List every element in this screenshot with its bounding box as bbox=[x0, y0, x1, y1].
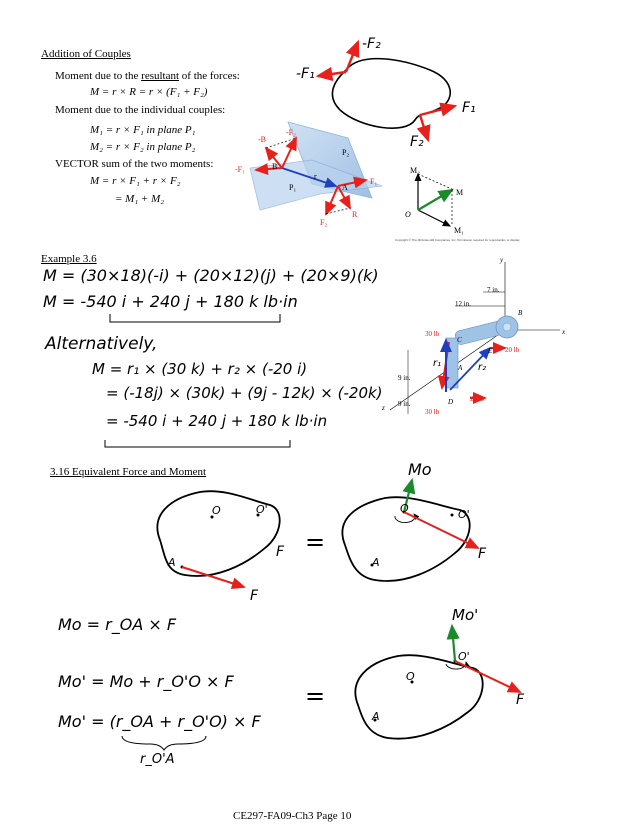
body-bottom-outline bbox=[355, 655, 482, 738]
label-f1: F₁ bbox=[462, 100, 476, 116]
label-oprime-left: O' bbox=[256, 503, 268, 516]
label-neg-f1: -F₁ bbox=[296, 66, 315, 82]
label-axis-x: x bbox=[562, 328, 566, 336]
label-mo: Mo bbox=[408, 460, 432, 479]
handwriting-roa-under: r_O'A bbox=[140, 752, 175, 767]
label-r: r bbox=[314, 172, 317, 181]
label-m2: M₂ bbox=[410, 166, 420, 175]
equation-vector-sum: M = r × F₁ + r × F₂ bbox=[90, 175, 181, 187]
label-a-right: A bbox=[372, 556, 380, 569]
equals-sign-bottom: = bbox=[305, 682, 326, 710]
label-f2-plane: F₂ bbox=[320, 218, 328, 227]
label-r2: r₂ bbox=[478, 362, 487, 373]
label-a-bottom: A bbox=[372, 710, 380, 723]
label-oprime-bottom: O' bbox=[458, 650, 470, 663]
label-9in-lower: 9 in. bbox=[398, 400, 411, 408]
handwriting-m-components: M = (30×18)(-i) + (20×12)(j) + (20×9)(k) bbox=[43, 266, 379, 285]
label-20lb-e: 20 lb bbox=[505, 346, 520, 354]
force-arrow-left bbox=[182, 567, 244, 587]
label-m: M bbox=[456, 188, 464, 197]
label-a-point: A bbox=[458, 364, 463, 372]
label-e-point: E bbox=[488, 347, 493, 355]
handwriting-alternatively: Alternatively, bbox=[45, 334, 158, 354]
label-f-left-bottom: F bbox=[250, 588, 259, 604]
label-o-right: O bbox=[400, 502, 409, 515]
equation-vector-sum-result: = M₁ + M₂ bbox=[115, 193, 165, 205]
handwriting-m-alt-expanded: = (-18j) × (30k) + (9j - 12k) × (-20k) bbox=[106, 384, 383, 402]
label-f1-plane: F₁ bbox=[370, 177, 378, 186]
label-c-point: C bbox=[457, 336, 462, 344]
equation-m2: M₂ = r × F₂ in plane P₂ bbox=[90, 141, 196, 153]
section-title-equivalent-force: 3.16 Equivalent Force and Moment bbox=[50, 466, 207, 478]
label-b-point: B bbox=[518, 309, 523, 317]
handwriting-m-result: M = -540 i + 240 j + 180 k lb·in bbox=[43, 292, 298, 311]
label-p2: P₂ bbox=[342, 148, 350, 157]
label-12in: 12 in. bbox=[455, 300, 471, 308]
handwriting-mo-equation: Mo = r_OA × F bbox=[58, 615, 177, 634]
label-9in-upper: 9 in. bbox=[398, 374, 411, 382]
label-moprime: Mo' bbox=[452, 606, 479, 624]
copyright-notice: Copyright © The McGraw-Hill Companies, Inc. Permission required for reproduction or display. bbox=[395, 238, 521, 242]
label-30lb-bottom: 30 lb bbox=[425, 408, 440, 416]
label-a-left: A bbox=[168, 556, 176, 569]
moment-arrow-moprime bbox=[452, 626, 455, 661]
label-r-cap: R bbox=[352, 210, 358, 219]
example-title: Example 3.6 bbox=[41, 253, 97, 265]
section-title-addition-of-couples: Addition of Couples bbox=[41, 48, 131, 60]
label-20lb-a: 20 lb bbox=[470, 395, 485, 403]
label-axis-z: z bbox=[382, 404, 385, 412]
label-o-bottom: O bbox=[406, 670, 415, 683]
label-a: A bbox=[342, 183, 348, 192]
label-7in: 7 in. bbox=[487, 286, 500, 294]
label-neg-f2-plane: -F₂ bbox=[286, 128, 296, 137]
label-f-left-mid: F bbox=[276, 544, 285, 560]
label-axis-y: y bbox=[500, 256, 504, 264]
label-d-point: D bbox=[448, 398, 454, 406]
label-oprime-right: O' bbox=[458, 508, 470, 521]
label-neg-b: -B bbox=[258, 135, 266, 144]
label-o: O bbox=[405, 210, 411, 219]
label-f2: F₂ bbox=[410, 134, 424, 150]
label-p1: P₁ bbox=[289, 183, 297, 192]
point-oprime-right bbox=[451, 514, 454, 517]
label-o-left: O bbox=[212, 504, 221, 517]
equals-sign-top: = bbox=[305, 528, 326, 556]
label-neg-f1-plane: -F₁ bbox=[235, 165, 245, 174]
label-r1: r₁ bbox=[433, 358, 442, 369]
text-moment-resultant: Moment due to the resultant of the forces: bbox=[55, 70, 240, 82]
text-individual-couples: Moment due to the individual couples: bbox=[55, 104, 226, 116]
handwriting-moprime-equation: Mo' = Mo + r_O'O × F bbox=[58, 672, 234, 691]
handwriting-m-alt-result: = -540 i + 240 j + 180 k lb·in bbox=[106, 412, 328, 430]
handwriting-moprime-combined: Mo' = (r_OA + r_O'O) × F bbox=[58, 712, 261, 731]
force-arrow-bottom bbox=[455, 661, 520, 692]
text-vector-sum: VECTOR sum of the two moments: bbox=[55, 158, 214, 170]
label-neg-f2: -F₂ bbox=[362, 36, 381, 52]
handwriting-m-alt: M = r₁ × (30 k) + r₂ × (-20 i) bbox=[92, 360, 308, 378]
equation-m1: M₁ = r × F₁ in plane P₁ bbox=[90, 124, 196, 136]
label-30lb-top: 30 lb bbox=[425, 330, 440, 338]
label-f-right: F bbox=[478, 546, 487, 562]
page-footer: CE297-FA09-Ch3 Page 10 bbox=[233, 810, 352, 822]
label-f-bottom: F bbox=[516, 692, 525, 708]
label-m1: M₁ bbox=[454, 226, 464, 235]
equation-resultant-moment: M = r × R = r × (F₁ + F₂) bbox=[90, 86, 208, 98]
label-b: B bbox=[272, 162, 278, 171]
